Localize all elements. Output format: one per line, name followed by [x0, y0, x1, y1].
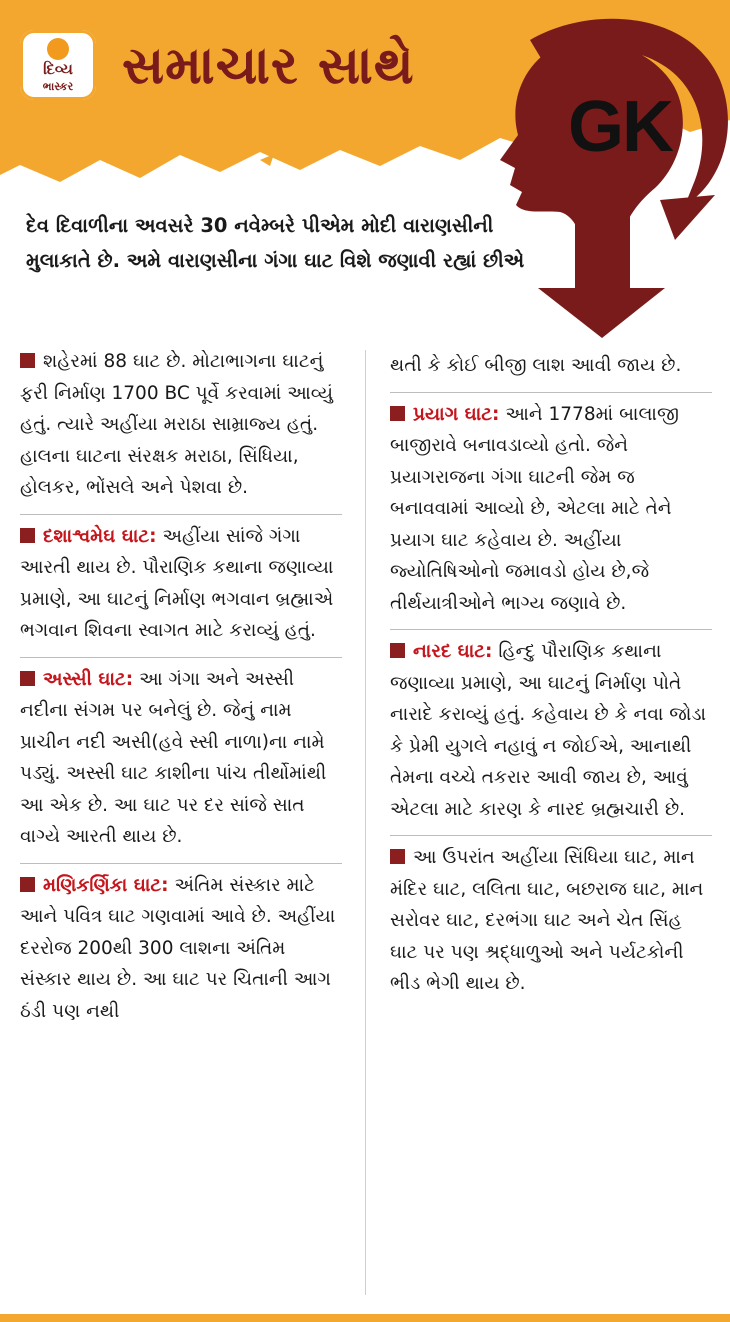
list-item [20, 864, 342, 1038]
gk-badge: GK [568, 87, 672, 167]
left-column [20, 340, 342, 1037]
brand-logo [20, 30, 96, 100]
logo-text-line2: ભાસ્કર [42, 80, 74, 93]
item-text: થતી કે કોઈ બીજી લાશ આવી જાય છે. [390, 355, 682, 376]
item-heading: નારદ ઘાટ: [413, 641, 493, 662]
item-text: આને 1778માં બાલાજી બાજીરાવે બનાવડાવ્યો હતો. જેને પ્રયાગરાજના ગંગા ઘાટની જેમ જ બનાવવામાં આવ્યો છે, એટલા માટે તેને પ્રયાગ ઘાટ કહેવાય છે. અહીંયા જ્યોતિષિઓનો જમાવડો હોય છે,જે તીર્થયાત્રીઓને ભાગ્ય જણાવે છે. [390, 403, 679, 614]
bullet-square-icon [20, 877, 35, 892]
bullet-square-icon [20, 671, 35, 686]
bullet-square-icon [390, 849, 405, 864]
intro-text: દેવ દિવાળીના અવસરે 30 નવેમ્બરે પીએમ મોદી વારાણસીની મુલાકાતે છે. અમે વારાણસીના ગંગા ઘાટ વિશે જણાવી રહ્યાં છીએ [26, 214, 525, 272]
item-heading: દશાશ્વમેઘ ઘાટ: [43, 525, 157, 547]
item-text: આ ઉપરાંત અહીંયા સિંધિયા ઘાટ, માન મંદિર ઘાટ, લલિતા ઘાટ, બછરાજ ઘાટ, માન સરોવર ઘાટ, દરભંગા ઘાટ અને ચેત સિંહ ઘાટ પર પણ શ્રદ્ધાળુઓ અને પર્યટકોની ભીડ ભેગી થાય છે. [390, 847, 704, 994]
item-text: અહીંયા સાંજે ગંગા આરતી થાય છે. પૌરાણિક કથાના જણાવ્યા પ્રમાણે, આ ઘાટનું નિર્માણ ભગવાન બ્રહ્માએ ભગવાન શિવના સ્વાગત માટે કરાવ્યું હતું. [20, 525, 334, 641]
bullet-square-icon [20, 353, 35, 368]
list-item [390, 393, 712, 631]
bullet-square-icon [390, 406, 405, 421]
page-title: સમાચાર સાથે [122, 36, 415, 96]
list-item [20, 340, 342, 515]
down-arrow-icon [538, 215, 665, 338]
head-arrow-graphic [470, 0, 730, 345]
item-heading: પ્રયાગ ઘાટ: [413, 403, 500, 425]
list-item-continued [390, 340, 712, 393]
list-item [390, 630, 712, 836]
item-text: હિન્દુ પૌરાણિક કથાના જણાવ્યા પ્રમાણે, આ ઘાટનું નિર્માણ પોતે નારાદે કરાવ્યું હતું. કહેવાય છે કે નવા જોડા કે પ્રેમી યુગલે નહાવું ન જોઈએ, આનાથી તેમના વચ્ચે તકરાર આવી જાય છે, આવું એટલા માટે કારણ કે નારદ બ્રહ્મચારી છે. [390, 641, 707, 820]
sun-icon [47, 38, 69, 60]
column-divider [365, 350, 366, 1295]
list-item [20, 515, 342, 658]
item-heading: અસ્સી ઘાટ: [43, 668, 134, 690]
bullet-square-icon [20, 528, 35, 543]
bottom-bar [0, 1314, 730, 1322]
right-column [390, 340, 712, 1010]
logo-text-line1: દિવ્ય [43, 60, 73, 78]
item-text: આ ગંગા અને અસ્સી નદીના સંગમ પર બનેલું છે. જેનું નામ પ્રાચીન નદી અસી(હવે સ્સી નાળા)ના નામે પડ્યું. અસ્સી ઘાટ કાશીના પાંચ તીર્થોમાંથી આ એક છે. આ ઘાટ પર દર સાંજે સાત વાગ્યે આરતી થાય છે. [20, 668, 327, 847]
list-item [20, 658, 342, 864]
item-heading: મણિકર્ણિકા ઘાટ: [43, 874, 169, 896]
item-text: અંતિમ સંસ્કાર માટે આને પવિત્ર ઘાટ ગણવામાં આવે છે. અહીંયા દરરોજ 200થી 300 લાશના અંતિમ સંસ્કાર થાય છે. આ ઘાટ પર ચિતાની આગ ઠંડી પણ નથી [20, 874, 336, 1022]
list-item [390, 836, 712, 1010]
bullet-square-icon [390, 643, 405, 658]
item-text: શહેરમાં 88 ઘાટ છે. મોટાભાગના ઘાટનું ફરી નિર્માણ 1700 BC પૂર્વે કરવામાં આવ્યું હતું. ત્યારે અહીંયા મરાઠા સામ્રાજ્ય હતું. હાલના ઘાટના સંરક્ષક મરાઠા, સિંધિયા, હોલકર, ભોંસલે અને પેશવા છે. [20, 351, 333, 498]
